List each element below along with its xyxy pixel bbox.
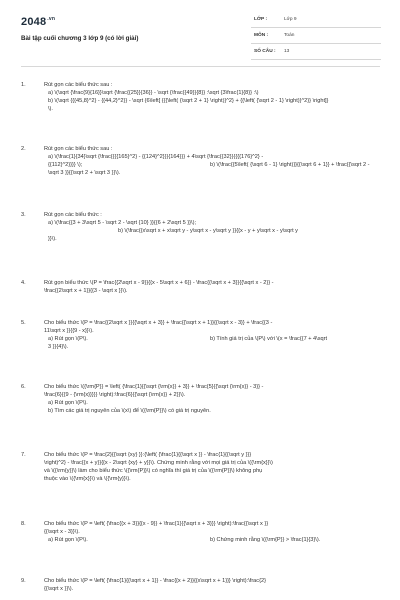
part-b: b) \(\frac{{x\sqrt x + x\sqrt y - y\sqrt x - y\sqrt y }}{{x - y + y\sqrt x - y\sqrt y [118, 228, 298, 234]
question-text: Cho biểu thức \({\rm{P}} = \left( {\frac{1}{{\sqrt {\rm{x}} + 3}} + \frac{5}{{\sqrt {\rm{x}} - 3}} - [44, 384, 264, 390]
question-body [44, 451, 380, 483]
logo-text: 2048 [21, 16, 47, 28]
question-text: Cho biểu thức \(P = \frac{2}{{\sqrt {xy} }}:{\left( {\frac{1}{{\sqrt x }} - \frac{1}{{\sqrt y }}} [44, 452, 252, 458]
question-number: 5. [21, 320, 26, 326]
question-number: 8. [21, 521, 26, 527]
part-b-cont: }}\). [48, 236, 57, 242]
question-text-cont: và \({\rm{y}}\) làm cho biểu thức \({\rm{P}}\) có nghĩa thì giá trị của \({\rm{P}}\) không phụ [44, 468, 263, 474]
part-b: b) \(\sqrt {{{45,8}^2} - {{44,2}^2}} - \sqrt {6\left[ {{{\left( {\sqrt 2 + 1} \right)}^2} + {{\left( {\sqrt 2 - 1} \right)}^2}} \right]} [48, 98, 329, 104]
meta-label: SỐ CÂU : [254, 49, 276, 54]
question-text-cont: {{\sqrt x - 3}}\). [44, 529, 80, 535]
question-number: 2. [21, 146, 26, 152]
parts-row [44, 161, 380, 169]
meta-value: Toán [284, 33, 295, 38]
part-b: b) Tìm các giá trị nguyên của \(x\) để \({\rm{P}}\) có giá trị nguyên. [48, 408, 211, 414]
question-body [44, 81, 380, 113]
part-a: a) Rút gọn \(P\). [48, 336, 88, 342]
question-body [44, 520, 380, 544]
document-title: Bài tập cuối chương 3 lớp 9 (có lời giải) [21, 35, 139, 42]
question-body [44, 319, 380, 351]
part-a: a) \(\frac{{3 + 3\sqrt 5 - \sqrt 2 - \sqrt {10} }}{{6 + 2\sqrt 5 }}\); [48, 220, 197, 226]
question-body [44, 145, 380, 177]
part-a: a) \(\sqrt {\frac{9}{16}}\sqrt {\frac{{25}}{36}} - \sqrt {\frac{{49}}{8}} :\sqrt {3\frac{1}{8}} :\) [48, 90, 259, 96]
question-number: 3. [21, 212, 26, 218]
part-b: b) Chứng minh rằng \({\rm{P}} > \frac{1}{3}\). [210, 537, 321, 543]
logo-suffix: .vn [47, 16, 56, 22]
question-text-cont: 11\sqrt x }}{{9 - x}}\). [44, 328, 94, 334]
part-b: b) \(\frac{{5\left( {\sqrt 6 - 1} \right)}}{{\sqrt 6 + 1}} + \frac{{\sqrt 2 - [210, 162, 370, 168]
part-b-cont: \). [48, 106, 53, 112]
part-b-cont: \sqrt 3 }}{{\sqrt 2 + \sqrt 3 }}\). [48, 170, 121, 176]
question-number: 1. [21, 82, 26, 88]
question-text-cont: \frac{{2\sqrt x + 1}}{{3 - \sqrt x }}\). [44, 288, 128, 294]
question-stem: Rút gọn các biểu thức : [44, 212, 102, 218]
question-text-cont: thuộc vào \({\rm{x}}\) và \({\rm{y}}\). [44, 476, 131, 482]
meta-label: MÔN : [254, 33, 269, 38]
parts-row [44, 335, 380, 343]
question-text: Cho biểu thức \(P = \left( {\frac{{x + 3}}{{x - 9}} + \frac{1}{{\sqrt x + 3}}} \right):\frac{{\sqrt x }} [44, 521, 269, 527]
part-b: b) Tính giá trị của \(P\) với \(x = \frac{{7 + 4\sqrt [210, 336, 328, 342]
question-text: Rút gọn biểu thức \(P = \frac{{2\sqrt x - 9}}{{x - 5\sqrt x + 6}} - \frac{{\sqrt x + 3}}{{\sqrt x - 2}} - [44, 280, 274, 286]
question-text-cont: {{\sqrt x }}\). [44, 586, 74, 592]
question-text: Cho biểu thức \(P = \frac{{2\sqrt x }}{{\sqrt x + 3}} + \frac{{\sqrt x + 1}}{{\sqrt x - 3}} + \frac{{3 - [44, 320, 273, 326]
meta-label: LỚP : [254, 17, 268, 22]
question-text-cont: \right)^2} - \frac{{x + y}}{{x - 2\sqrt {xy} + y}}\). Chứng minh rằng với mọi giá trị của \({\rm{x}}\) [44, 460, 273, 466]
question-text-cont: \frac{6}{{9 - {\rm{x}}}}} \right):\frac{6}{{\sqrt {\rm{x}} + 2}}\). [44, 392, 186, 398]
meta-value: Lớp 9 [284, 17, 297, 22]
question-body [44, 577, 380, 593]
question-text: Cho biểu thức \(P = \left( {\frac{1}{{\sqrt x + 1}} - \frac{{x + 2}}{{x\sqrt x + 1}}} \right):\frac{2} [44, 578, 266, 584]
part-a: a) \(\frac{1}{34}\sqrt {\frac{{{{165}^2} - {{124}^2}}}{164}}} + 4\sqrt {\frac{{32}}{{{{176}^2} - [48, 154, 264, 160]
parts-row [44, 536, 380, 544]
part-a-cont: {{112}^2}}}} \); [48, 162, 83, 168]
question-number: 6. [21, 384, 26, 390]
question-number: 4. [21, 280, 26, 286]
question-body [44, 211, 380, 243]
question-body [44, 279, 380, 295]
question-number: 7. [21, 452, 26, 458]
part-a: a) Rút gọn \(P\). [48, 400, 88, 406]
parts-row [44, 227, 380, 235]
question-stem: Rút gọn các biểu thức sau : [44, 146, 113, 152]
part-b-cont: 3 }}{4}\). [48, 344, 69, 350]
meta-value: 13 [284, 49, 290, 54]
question-number: 9. [21, 578, 26, 584]
question-stem: Rút gọn các biểu thức sau : [44, 82, 113, 88]
question-body [44, 383, 380, 415]
part-a: a) Rút gọn \(P\). [48, 537, 88, 543]
